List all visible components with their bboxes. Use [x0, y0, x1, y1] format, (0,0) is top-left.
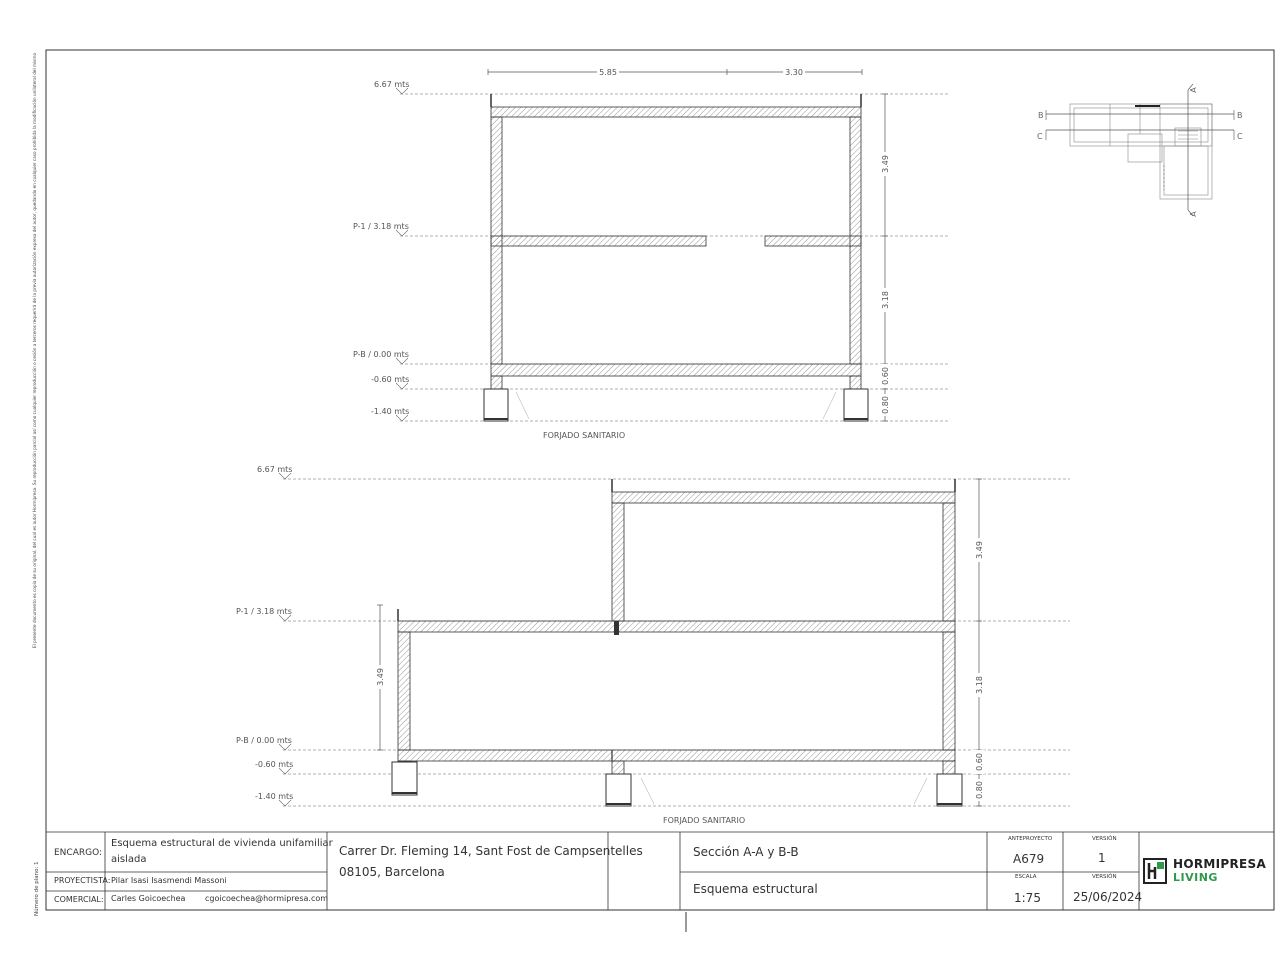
aa-dim-top-1: 5.85: [599, 68, 617, 77]
side-legal-text: El presente documento es copia de su original, del cual es autor Hormipresa. Su reproducción parcial así como cualquier reproducción o cesión a terceros requerirá de la previa autorización expresa del autor, quedando en cualquier caso prohibida la modificación unilateral del mismo: [32, 52, 37, 648]
aa-level-p1: P-1 / 3.18 mts: [353, 222, 409, 231]
encargo-value-1: Esquema estructural de vivienda unifamiliar: [111, 838, 333, 849]
aa-dim-right-3: 0.60: [881, 367, 890, 385]
proyectista-value: Pilar Isasi Isasmendi Massoni: [111, 876, 227, 885]
aa-dim-right-1: 3.49: [881, 155, 890, 173]
comercial-name: Carles Goicoechea: [111, 894, 186, 903]
bb-dim-right-4: 0.80: [975, 781, 984, 799]
address-line-2: 08105, Barcelona: [339, 865, 445, 879]
key-label-a-top: A: [1189, 87, 1198, 93]
drawing-title: Esquema estructural: [693, 882, 818, 896]
bb-level-m140: -1.40 mts: [255, 792, 294, 801]
key-label-c-right: C: [1237, 132, 1243, 141]
escala-value: 1:75: [1014, 891, 1041, 905]
comercial-label: COMERCIAL:: [54, 895, 104, 904]
aa-level-m140: -1.40 mts: [371, 407, 410, 416]
hormipresa-logo-icon: [1143, 858, 1167, 884]
section-aa: [396, 66, 950, 421]
aa-level-top: 6.67 mts: [374, 80, 410, 89]
version2-label: VERSIÓN: [1092, 874, 1117, 880]
aa-level-m060: -0.60 mts: [371, 375, 410, 384]
aa-note: FORJADO SANITARIO: [543, 431, 626, 440]
bb-note: FORJADO SANITARIO: [663, 816, 746, 825]
brand-name: HORMIPRESA: [1173, 857, 1267, 871]
key-label-a-bottom: A: [1189, 211, 1198, 217]
date-value: 25/06/2024: [1073, 890, 1143, 904]
encargo-value-2: aislada: [111, 854, 147, 865]
aa-dim-right-2: 3.18: [881, 291, 890, 309]
aa-level-pb: P-B / 0.00 mts: [353, 350, 409, 359]
bb-dim-right-1: 3.49: [975, 541, 984, 559]
plane-number-text: Número de plano: 1: [34, 861, 40, 916]
anteproyecto-value: A679: [1013, 852, 1045, 866]
proyectista-label: PROYECTISTA:: [54, 876, 111, 885]
bb-level-m060: -0.60 mts: [255, 760, 294, 769]
bb-dim-right-3: 0.60: [975, 753, 984, 771]
bb-dim-left: 3.49: [376, 668, 385, 686]
bb-level-pb: P-B / 0.00 mts: [236, 736, 292, 745]
escala-label: ESCALA: [1015, 874, 1037, 880]
aa-dim-top-2: 3.30: [785, 68, 803, 77]
key-label-b-right: B: [1237, 111, 1243, 120]
aa-dim-right-4: 0.80: [881, 396, 890, 414]
comercial-email: cgoicoechea@hormipresa.com: [205, 894, 329, 903]
bb-dim-right-2: 3.18: [975, 676, 984, 694]
key-label-c-left: C: [1037, 132, 1043, 141]
key-plan: [1046, 84, 1234, 216]
bb-level-p1: P-1 / 3.18 mts: [236, 607, 292, 616]
encargo-label: ENCARGO:: [54, 848, 103, 858]
brand-subname: LIVING: [1173, 871, 1218, 884]
hormipresa-logo: [1143, 855, 1267, 887]
version-label: VERSIÓN: [1092, 836, 1117, 842]
bb-level-top: 6.67 mts: [257, 465, 293, 474]
anteproyecto-label: ANTEPROYECTO: [1008, 836, 1053, 842]
section-title: Sección A-A y B-B: [693, 845, 799, 859]
key-label-b-left: B: [1038, 111, 1044, 120]
sheet-border: [46, 50, 1274, 910]
section-bb: [279, 473, 1070, 806]
address-line-1: Carrer Dr. Fleming 14, Sant Fost de Campsentelles: [339, 844, 643, 858]
version-value: 1: [1098, 851, 1106, 865]
